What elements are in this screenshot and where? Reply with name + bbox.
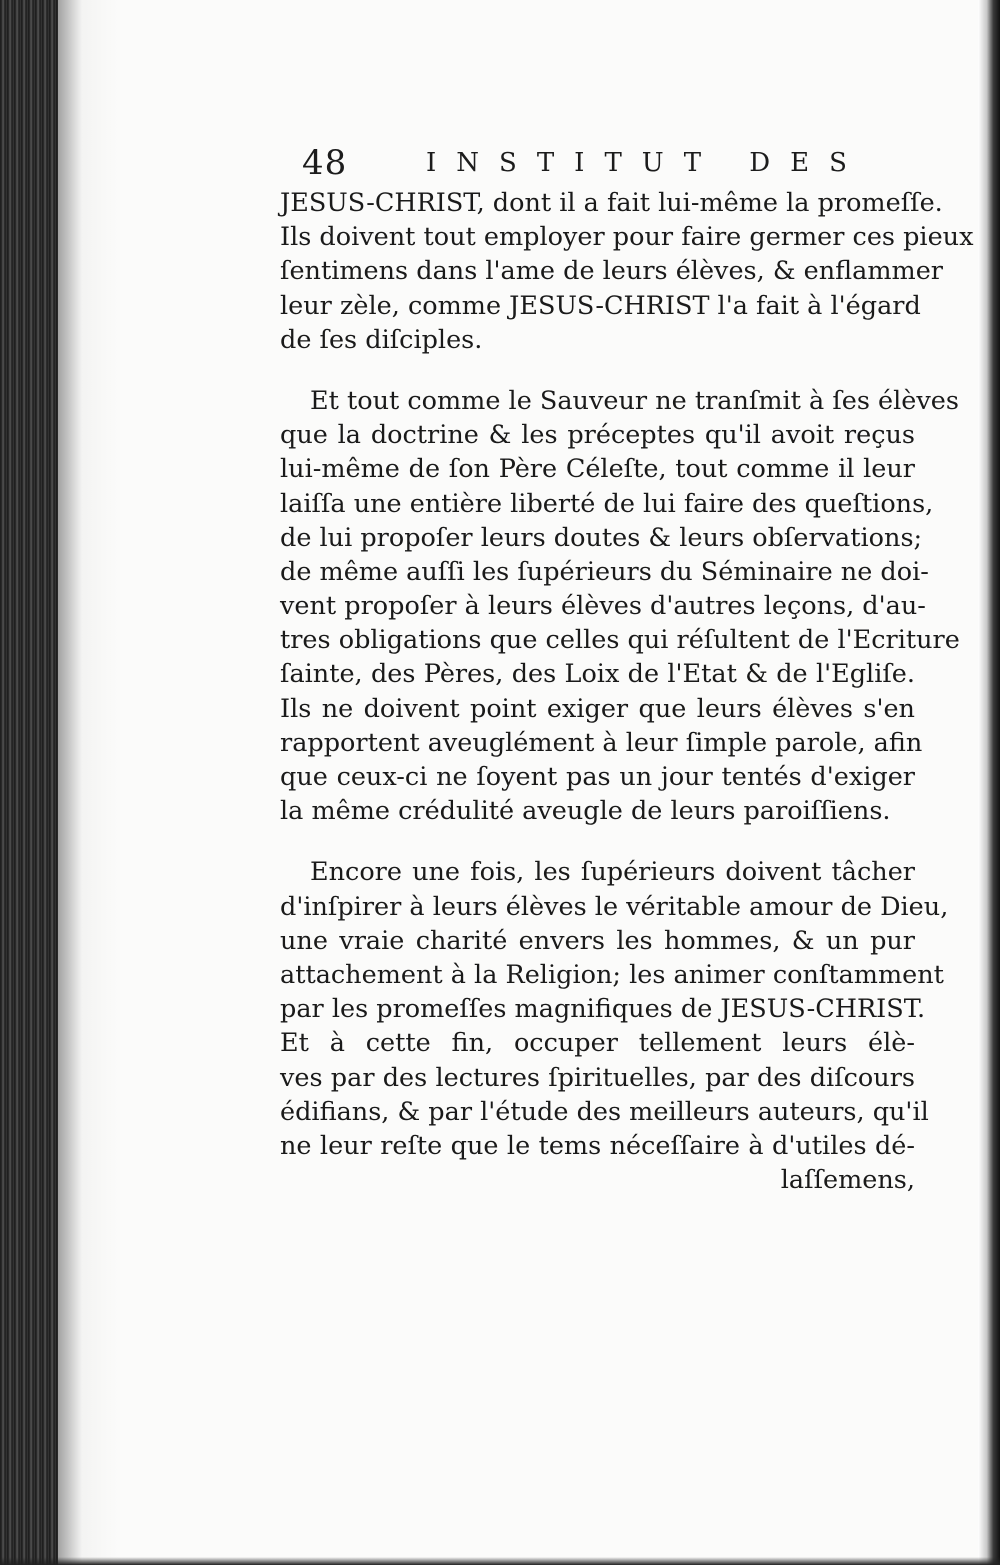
page-right-edge: [978, 0, 1000, 1565]
body-text: [280, 186, 974, 1197]
text-line: ſainte, des Pères, des Loix de l'Etat & de l'Egliſe.: [280, 659, 915, 690]
page-bottom-edge: [0, 1557, 1000, 1565]
text-line: de lui propoſer leurs doutes & leurs obſervations;: [280, 522, 923, 553]
binding-gutter: [0, 0, 58, 1565]
text-line: d'inſpirer à leurs élèves le véritable amour de Dieu,: [280, 891, 949, 922]
paragraph-2: [280, 384, 960, 828]
text-line: par les promeſſes magnifiques de JESUS-CHRIST.: [280, 994, 926, 1025]
text-line: vent propoſer à leurs élèves d'autres leçons, d'au-: [280, 591, 926, 622]
text-line: leur zèle, comme JESUS-CHRIST l'a fait à l'égard: [280, 290, 921, 321]
text-line: de ſes diſciples.: [280, 324, 483, 355]
paragraph-spacing: [280, 357, 915, 384]
paragraph-3: [280, 855, 949, 1163]
text-line: de même auſſi les ſupérieurs du Séminaire ne doi-: [280, 556, 929, 587]
text-line: lui-même de ſon Père Céleſte, tout comme il leur: [280, 454, 915, 485]
gutter-shadow: [58, 0, 118, 1565]
text-line: ne leur reſte que le tems néceſſaire à d'utiles dé-: [280, 1130, 915, 1161]
text-line: rapportent aveuglément à leur ſimple parole, afin: [280, 727, 923, 758]
text-line: que ceux-ci ne ſoyent pas un jour tentés d'exiger: [280, 762, 915, 792]
running-header: [302, 140, 922, 186]
text-line: attachement à la Religion; les animer conſtamment: [280, 959, 944, 990]
text-line: laiſſa une entière liberté de lui faire des queſtions,: [280, 488, 934, 519]
paragraph-spacing: [280, 828, 915, 855]
text-line: la même crédulité aveugle de leurs paroiſſiens.: [280, 796, 891, 827]
text-line: Ils ne doivent point exiger que leurs élèves s'en: [280, 693, 915, 724]
text-line: ſentimens dans l'ame de leurs élèves, & enflammer: [280, 256, 943, 287]
text-line: une vraie charité envers les hommes, & un pur: [280, 925, 915, 956]
page-number: 48: [302, 143, 348, 183]
text-line: Encore une fois, les ſupérieurs doivent tâcher: [310, 857, 915, 888]
catchword: laſſemens,: [780, 1165, 915, 1196]
text-line: JESUS-CHRIST, dont il a fait lui-même la promeſſe.: [280, 188, 943, 218]
text-line: édifians, & par l'étude des meilleurs auteurs, qu'il: [280, 1096, 929, 1127]
text-line: tres obligations que celles qui réſultent de l'Ecriture: [280, 625, 960, 656]
text-line: Ils doivent tout employer pour faire germer ces pieux: [280, 222, 974, 253]
text-line: Et à cette fin, occuper tellement leurs élè-: [280, 1028, 915, 1059]
text-line: que la doctrine & les préceptes qu'il avoit reçus: [280, 420, 915, 451]
text-line: ves par des lectures ſpirituelles, par des diſcours: [280, 1062, 915, 1093]
paragraph-1: [280, 186, 974, 357]
running-title: INSTITUT DES: [426, 148, 867, 178]
text-line: Et tout comme le Sauveur ne tranſmit à ſes élèves: [310, 385, 959, 416]
